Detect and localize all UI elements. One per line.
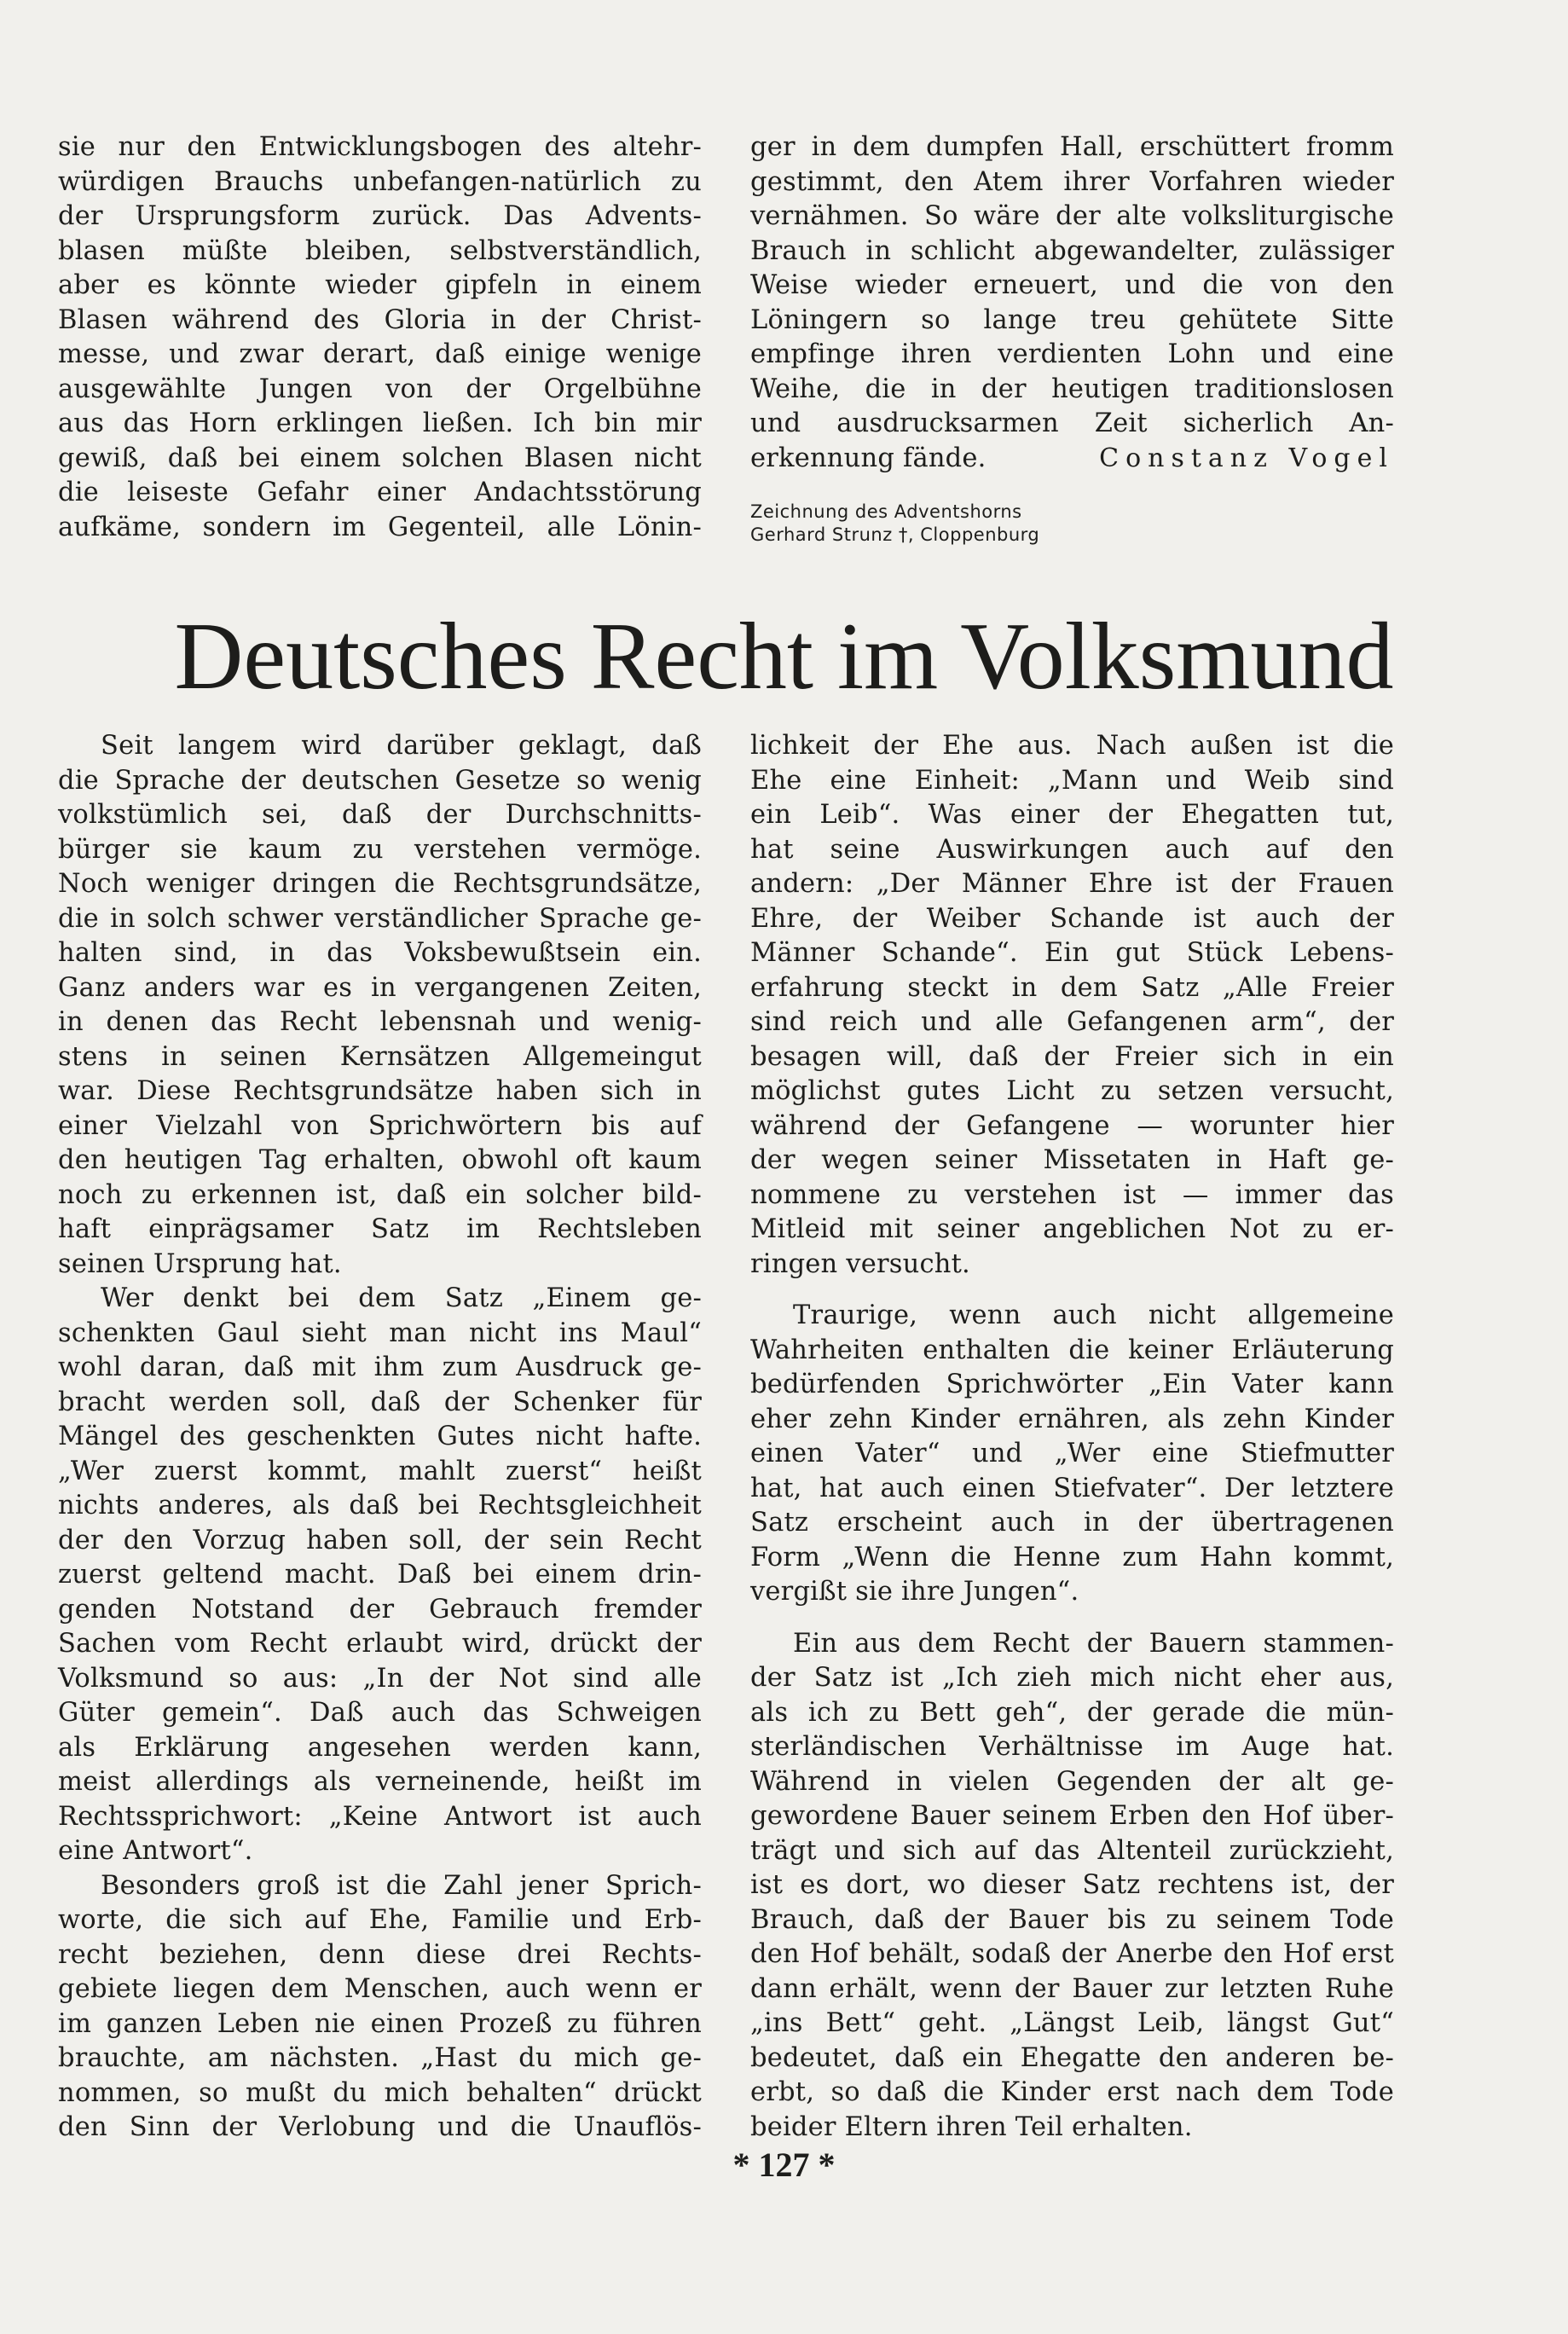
text-line: messe, und zwar derart, daß einige wenige (58, 339, 702, 369)
paragraph (750, 1299, 1394, 1610)
text-line: hat, hat auch einen Stiefvater“. Der letztere (750, 1473, 1394, 1503)
text-line: nommene zu verstehen ist — immer das (750, 1179, 1394, 1210)
text-line: sind reich und alle Gefangenen arm“, der (750, 1007, 1394, 1037)
paragraph (750, 1627, 1394, 2146)
text-line: den Hof behält, sodaß der Anerbe den Hof erst (750, 1939, 1394, 1969)
text-line: Sachen vom Recht erlaubt wird, drückt der (58, 1629, 702, 1659)
text-line: worte, die sich auf Ehe, Familie und Erb- (58, 1905, 702, 1935)
text-line: hat seine Auswirkungen auch auf den (750, 834, 1394, 865)
paragraph (750, 729, 1394, 1282)
text-line: Blasen während des Gloria in der Christ- (58, 304, 702, 335)
text-line: brauchte, am nächsten. „Hast du mich ge- (58, 2043, 702, 2073)
text-line: nommen, so mußt du mich behalten“ drückt (58, 2077, 702, 2108)
text-line: Ehre, der Weiber Schande ist auch der (750, 903, 1394, 934)
text-line: blasen müßte bleiben, selbstverständlich, (58, 235, 702, 266)
text-line: haft einprägsamer Satz im Rechtsleben (58, 1214, 702, 1244)
text-line: Während in vielen Gegenden der alt ge- (750, 1766, 1394, 1797)
text-line: ausgewählte Jungen von der Orgelbühne (58, 374, 702, 404)
text-line: schenkten Gaul sieht man nicht ins Maul“ (58, 1318, 702, 1348)
paragraph (58, 1869, 702, 2146)
text-line: sterländischen Verhältnisse im Auge hat. (750, 1732, 1394, 1762)
text-line: recht beziehen, denn diese drei Rechts- (58, 1939, 702, 1970)
text-line: der den Vorzug haben soll, der sein Recht (58, 1525, 702, 1555)
text-line: würdigen Brauchs unbefangen-natürlich zu (58, 166, 702, 197)
text-line: noch zu erkennen ist, daß ein solcher bild- (58, 1179, 702, 1210)
text-line: möglichst gutes Licht zu setzen versucht, (750, 1076, 1394, 1106)
text-line: aber es könnte wieder gipfeln in einem (58, 270, 702, 300)
article-column-right (750, 729, 1394, 2145)
text-line: sie nur den Entwicklungsbogen des altehr- (58, 132, 702, 162)
text-line: bracht werden soll, daß der Schenker für (58, 1387, 702, 1417)
article-column-left (58, 729, 702, 2146)
text-line: Traurige, wenn auch nicht allgemeine (793, 1300, 1394, 1330)
paragraph (58, 1282, 702, 1869)
text-line: „Wer zuerst kommt, mahlt zuerst“ heißt (58, 1456, 702, 1486)
text-line: Besonders groß ist die Zahl jener Sprich- (101, 1870, 702, 1901)
text-line: volkstümlich sei, daß der Durchschnitts- (58, 800, 702, 830)
text-line: Ganz anders war es in vergangenen Zeiten, (58, 972, 702, 1003)
text-line: war. Diese Rechtsgrundsätze haben sich in (58, 1076, 702, 1106)
text-line: den Sinn der Verlobung und die Unauflös- (58, 2112, 702, 2142)
caption-line-2: Gerhard Strunz †, Cloppenburg (750, 524, 1040, 545)
text-line: ger in dem dumpfen Hall, erschüttert fromm (750, 132, 1394, 162)
text-line: Brauch in schlicht abgewandelter, zulässiger (750, 235, 1394, 266)
text-line: eher zehn Kinder ernähren, als zehn Kinder (750, 1404, 1394, 1434)
text-line: trägt und sich auf das Altenteil zurückzieht, (750, 1835, 1394, 1866)
text-line: bürger sie kaum zu verstehen vermöge. (58, 834, 702, 865)
text-line: besagen will, daß der Freier sich in ein (750, 1041, 1394, 1072)
page-number: * 127 * (732, 2146, 836, 2184)
paragraph-gap (750, 1610, 1394, 1627)
text-line: der Ursprungsform zurück. Das Advents- (58, 201, 702, 231)
text-line: Güter gemein“. Daß auch das Schweigen (58, 1698, 702, 1728)
text-line: Satz erscheint auch in der übertragenen (750, 1508, 1394, 1538)
paragraph (58, 729, 702, 1282)
text-line: Seit langem wird darüber geklagt, daß (101, 731, 702, 761)
text-line: erbt, so daß die Kinder erst nach dem Tode (750, 2077, 1394, 2107)
text-line: „ins Bett“ geht. „Längst Leib, längst Gut“ (750, 2008, 1394, 2038)
text-line: als ich zu Bett geh“, der gerade die mün- (750, 1697, 1394, 1728)
text-line: ein Leib“. Was einer der Ehegatten tut, (750, 800, 1394, 830)
text-line: ringen versucht. (750, 1248, 970, 1279)
text-line: die Sprache der deutschen Gesetze so wenig (58, 765, 702, 796)
text-line: wohl daran, daß mit ihm zum Ausdruck ge- (58, 1352, 702, 1382)
text-line: Ehe eine Einheit: „Mann und Weib sind (750, 765, 1394, 796)
text-line: genden Notstand der Gebrauch fremder (58, 1594, 702, 1625)
closing-text: erkennung fände. (750, 443, 987, 473)
text-line: Weihe, die in der heutigen traditionslosen (750, 374, 1394, 404)
text-line: die in solch schwer verständlicher Sprache ge- (58, 903, 702, 934)
text-line: gebiete liegen dem Menschen, auch wenn er (58, 1974, 702, 2004)
author-signature: Constanz Vogel (1099, 443, 1394, 473)
text-line: Rechtssprichwort: „Keine Antwort ist auch (58, 1801, 702, 1832)
text-line: einen Vater“ und „Wer eine Stiefmutter (750, 1439, 1394, 1468)
text-line: der wegen seiner Missetaten in Haft ge- (750, 1145, 1394, 1175)
text-line: einer Vielzahl von Sprichwörtern bis auf (58, 1110, 702, 1141)
text-line: zuerst geltend macht. Daß bei einem drin- (58, 1560, 702, 1590)
text-line: in denen das Recht lebensnah und wenig- (58, 1007, 702, 1037)
text-line: den heutigen Tag erhalten, obwohl oft kaum (58, 1145, 702, 1175)
text-line: gewordene Bauer seinem Erben den Hof über- (750, 1801, 1394, 1831)
text-line: nichts anderes, als daß bei Rechtsgleichheit (58, 1491, 702, 1520)
text-line: erfahrung steckt in dem Satz „Alle Freier (750, 972, 1394, 1003)
text-line: die leiseste Gefahr einer Andachtsstörung (58, 478, 702, 507)
text-line: Form „Wenn die Henne zum Hahn kommt, (750, 1542, 1394, 1572)
text-line: als Erklärung angesehen werden kann, (58, 1732, 702, 1763)
text-line: Volksmund so aus: „In der Not sind alle (58, 1663, 702, 1694)
text-line: aus das Horn erklingen ließen. Ich bin mir (58, 408, 702, 438)
text-line: während der Gefangene — worunter hier (750, 1110, 1394, 1141)
illustration-caption (750, 501, 1039, 547)
text-line: halten sind, in das Voksbewußtsein ein. (58, 938, 702, 968)
text-line: seinen Ursprung hat. (58, 1248, 342, 1279)
text-line: dann erhält, wenn der Bauer zur letzten Ruhe (750, 1973, 1394, 2004)
caption-line-1: Zeichnung des Adventshorns (750, 501, 1022, 522)
text-line: gewiß, daß bei einem solchen Blasen nicht (58, 443, 702, 473)
text-line: und ausdrucksarmen Zeit sicherlich An- (750, 408, 1394, 438)
text-line: Mitleid mit seiner angeblichen Not zu er- (750, 1214, 1394, 1244)
text-line: beider Eltern ihren Teil erhalten. (750, 2111, 1193, 2142)
paragraph-gap (750, 1282, 1394, 1299)
text-line: bedeutet, daß ein Ehegatte den anderen be- (750, 2042, 1394, 2073)
text-line: aufkäme, sondern im Gegenteil, alle Lönin- (58, 512, 702, 542)
text-line: der Satz ist „Ich zieh mich nicht eher aus, (750, 1663, 1394, 1693)
intro-column-left (58, 130, 702, 545)
text-line: empfinge ihren verdienten Lohn und eine (750, 339, 1394, 369)
article-headline: Deutsches Recht im Volksmund (174, 604, 1394, 709)
text-line: meist allerdings als verneinende, heißt im (58, 1767, 702, 1797)
text-line: Brauch, daß der Bauer bis zu seinem Tode (750, 1904, 1394, 1935)
text-line: Wer denkt bei dem Satz „Einem ge- (101, 1283, 702, 1313)
intro-column-right (750, 130, 1394, 476)
text-line: bedürfenden Sprichwörter „Ein Vater kann (750, 1370, 1394, 1399)
text-line: Männer Schande“. Ein gut Stück Lebens- (750, 938, 1394, 968)
text-line: andern: „Der Männer Ehre ist der Frauen (750, 869, 1394, 899)
text-line: vernähmen. So wäre der alte volksliturgische (750, 201, 1394, 231)
text-line: Mängel des geschenkten Gutes nicht hafte. (58, 1422, 702, 1451)
text-line: im ganzen Leben nie einen Prozeß zu führen (58, 2008, 702, 2039)
text-line: Ein aus dem Recht der Bauern stammen- (793, 1628, 1394, 1659)
text-line: Weise wieder erneuert, und die von den (750, 270, 1394, 300)
text-line: stens in seinen Kernsätzen Allgemeingut (58, 1041, 702, 1072)
text-line: Noch weniger dringen die Rechtsgrundsätze, (58, 869, 702, 899)
text-line: lichkeit der Ehe aus. Nach außen ist die (750, 731, 1394, 761)
text-line: ist es dort, wo dieser Satz rechtens ist, der (750, 1870, 1394, 1900)
text-line: gestimmt, den Atem ihrer Vorfahren wieder (750, 166, 1394, 197)
text-line: Wahrheiten enthalten die keiner Erläuterung (750, 1335, 1394, 1365)
text-line: vergißt sie ihre Jungen“. (750, 1577, 1079, 1607)
text-line: Löningern so lange treu gehütete Sitte (750, 304, 1394, 335)
text-line: eine Antwort“. (58, 1836, 253, 1866)
closing-line (750, 442, 1394, 477)
